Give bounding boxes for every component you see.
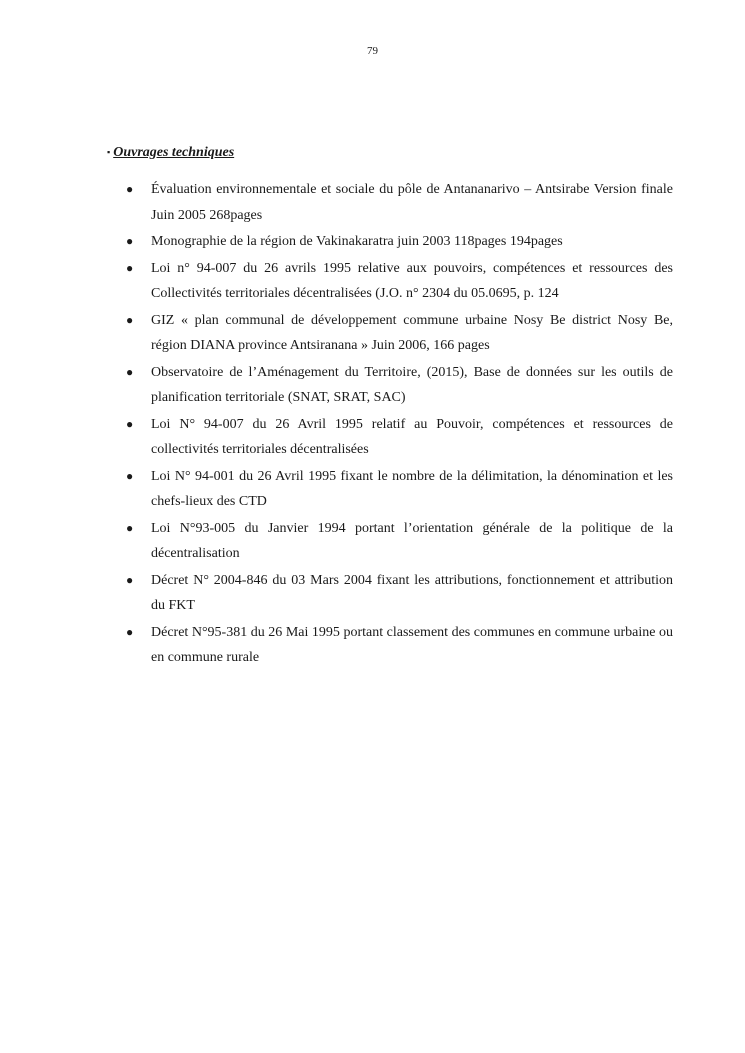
reference-list xyxy=(0,177,745,672)
bullet-icon: ● xyxy=(126,182,134,196)
reference-text: Loi n° 94-007 du 26 avrils 1995 relative aux pouvoirs, compétences et ressources des Collectivités territoriales décentralisées (J.O. n° 2304 du 05.0695, p. 124 xyxy=(151,260,673,301)
reference-item xyxy=(126,256,673,307)
reference-text: Monographie de la région de Vakinakaratra juin 2003 118pages 194pages xyxy=(151,234,563,249)
reference-item xyxy=(126,308,673,359)
reference-text: Évaluation environnementale et sociale du pôle de Antananarivo – Antsirabe Version finale Juin 2005 268pages xyxy=(151,182,673,223)
section-heading xyxy=(107,143,234,162)
reference-item xyxy=(126,360,673,411)
reference-text: Décret N°95-381 du 26 Mai 1995 portant classement des communes en commune urbaine ou en commune rurale xyxy=(151,624,673,665)
section-title: Ouvrages techniques xyxy=(113,145,235,160)
bullet-icon: ● xyxy=(126,416,134,431)
bullet-icon: ● xyxy=(126,364,134,379)
reference-item xyxy=(126,516,673,567)
bullet-icon: ● xyxy=(126,468,134,483)
bullet-icon: ● xyxy=(126,520,134,535)
bullet-icon: ● xyxy=(126,234,134,248)
reference-item xyxy=(126,177,673,228)
reference-item xyxy=(126,620,673,671)
bullet-icon: ● xyxy=(126,572,134,587)
reference-text: Loi N° 94-007 du 26 Avril 1995 relatif au Pouvoir, compétences et ressources de collectivités territoriales décentralisées xyxy=(151,416,673,457)
reference-item xyxy=(126,229,673,255)
reference-text: Loi N° 94-001 du 26 Avril 1995 fixant le nombre de la délimitation, la dénomination et les chefs-lieux des CTD xyxy=(151,468,673,509)
reference-item xyxy=(126,568,673,619)
reference-item xyxy=(126,464,673,515)
reference-item xyxy=(126,412,673,463)
reference-text: GIZ « plan communal de développement commune urbaine Nosy Be district Nosy Be, région DIANA province Antsiranana » Juin 2006, 166 pages xyxy=(151,312,673,353)
square-bullet-icon: ▪ xyxy=(107,147,111,157)
reference-text: Observatoire de l’Aménagement du Territoire, (2015), Base de données sur les outils de planification territoriale (SNAT, SRAT, SAC) xyxy=(151,364,673,405)
bullet-icon: ● xyxy=(126,260,134,275)
reference-text: Décret N° 2004-846 du 03 Mars 2004 fixant les attributions, fonctionnement et attribution du FKT xyxy=(151,572,673,613)
reference-text: Loi N°93-005 du Janvier 1994 portant l’orientation générale de la politique de la décentralisation xyxy=(151,520,673,561)
page-number: 79 xyxy=(367,45,378,57)
bullet-icon: ● xyxy=(126,312,134,327)
bullet-icon: ● xyxy=(126,624,134,639)
